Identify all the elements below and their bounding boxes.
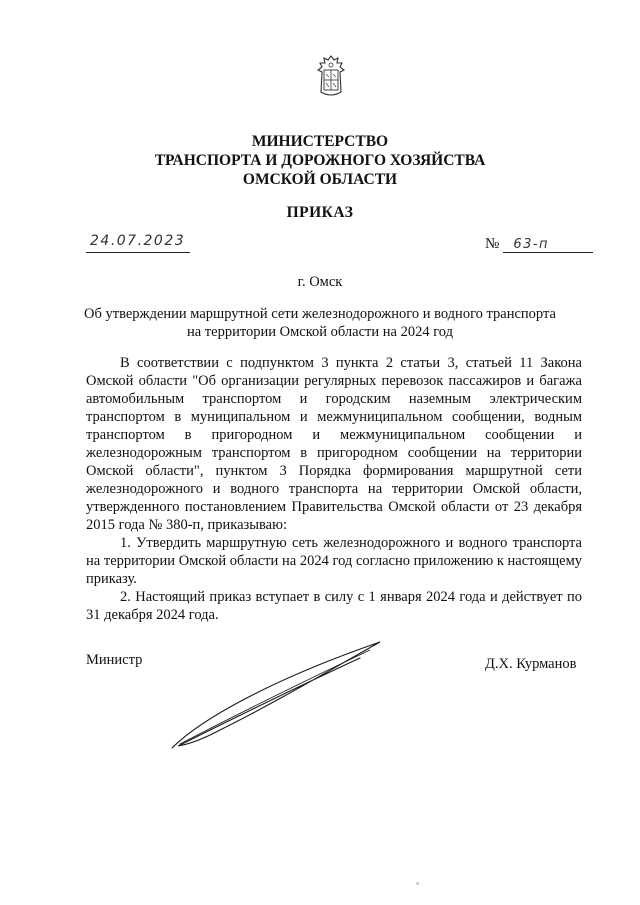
ministry-name bbox=[0, 132, 640, 189]
order-body bbox=[86, 354, 582, 624]
signatory-title: Министр bbox=[86, 652, 143, 668]
handwritten-signature bbox=[160, 640, 390, 755]
body-paragraph-item-2: 2. Настоящий приказ вступает в силу с 1 января 2024 года и действует по 31 декабря 2024 года. bbox=[86, 589, 582, 623]
order-date: 24.07.2023 bbox=[86, 233, 190, 253]
subject-line-2: на территории Омской области на 2024 год bbox=[186, 324, 453, 340]
body-paragraph-item-1: 1. Утвердить маршрутную сеть железнодорожного и водного транспорта на территории Омской области на 2024 год согласно приложению к настоящему приказу. bbox=[86, 535, 582, 587]
scan-speck bbox=[416, 882, 419, 885]
coat-of-arms-icon bbox=[314, 54, 348, 98]
order-number: 63-п bbox=[503, 237, 593, 253]
subject-line-1: Об утверждении маршрутной сети железнодорожного и водного транспорта bbox=[84, 306, 556, 322]
number-sign: № bbox=[485, 236, 500, 252]
order-subject bbox=[80, 305, 560, 341]
order-number-field bbox=[485, 236, 593, 253]
order-title: ПРИКАЗ bbox=[286, 204, 354, 221]
ministry-line-2: ТРАНСПОРТА И ДОРОЖНОГО ХОЗЯЙСТВА bbox=[154, 152, 486, 169]
ministry-line-1: МИНИСТЕРСТВО bbox=[251, 133, 389, 150]
signatory-name: Д.Х. Курманов bbox=[485, 656, 577, 672]
ministry-line-3: ОМСКОЙ ОБЛАСТИ bbox=[242, 171, 398, 188]
body-paragraph-preamble: В соответствии с подпунктом 3 пункта 2 статьи 3, статьей 11 Закона Омской области "Об организации регулярных перевозок пассажиров и багажа автомобильным транспортом и городским наземным электрическим транспортом в муниципальном и межмуниципальном сообщении, водным транспортом в пригородном и межмуниципальном сообщении и железнодорожным транспортом в пригородном сообщении на территории Омской области", пунктом 3 Порядка формирования маршрутной сети железнодорожного и водного транспорта на территории Омской области, утвержденного постановлением Правительства Омской области от 23 декабря 2015 года № 380-п, приказываю: bbox=[86, 355, 582, 533]
order-city: г. Омск bbox=[297, 274, 343, 290]
